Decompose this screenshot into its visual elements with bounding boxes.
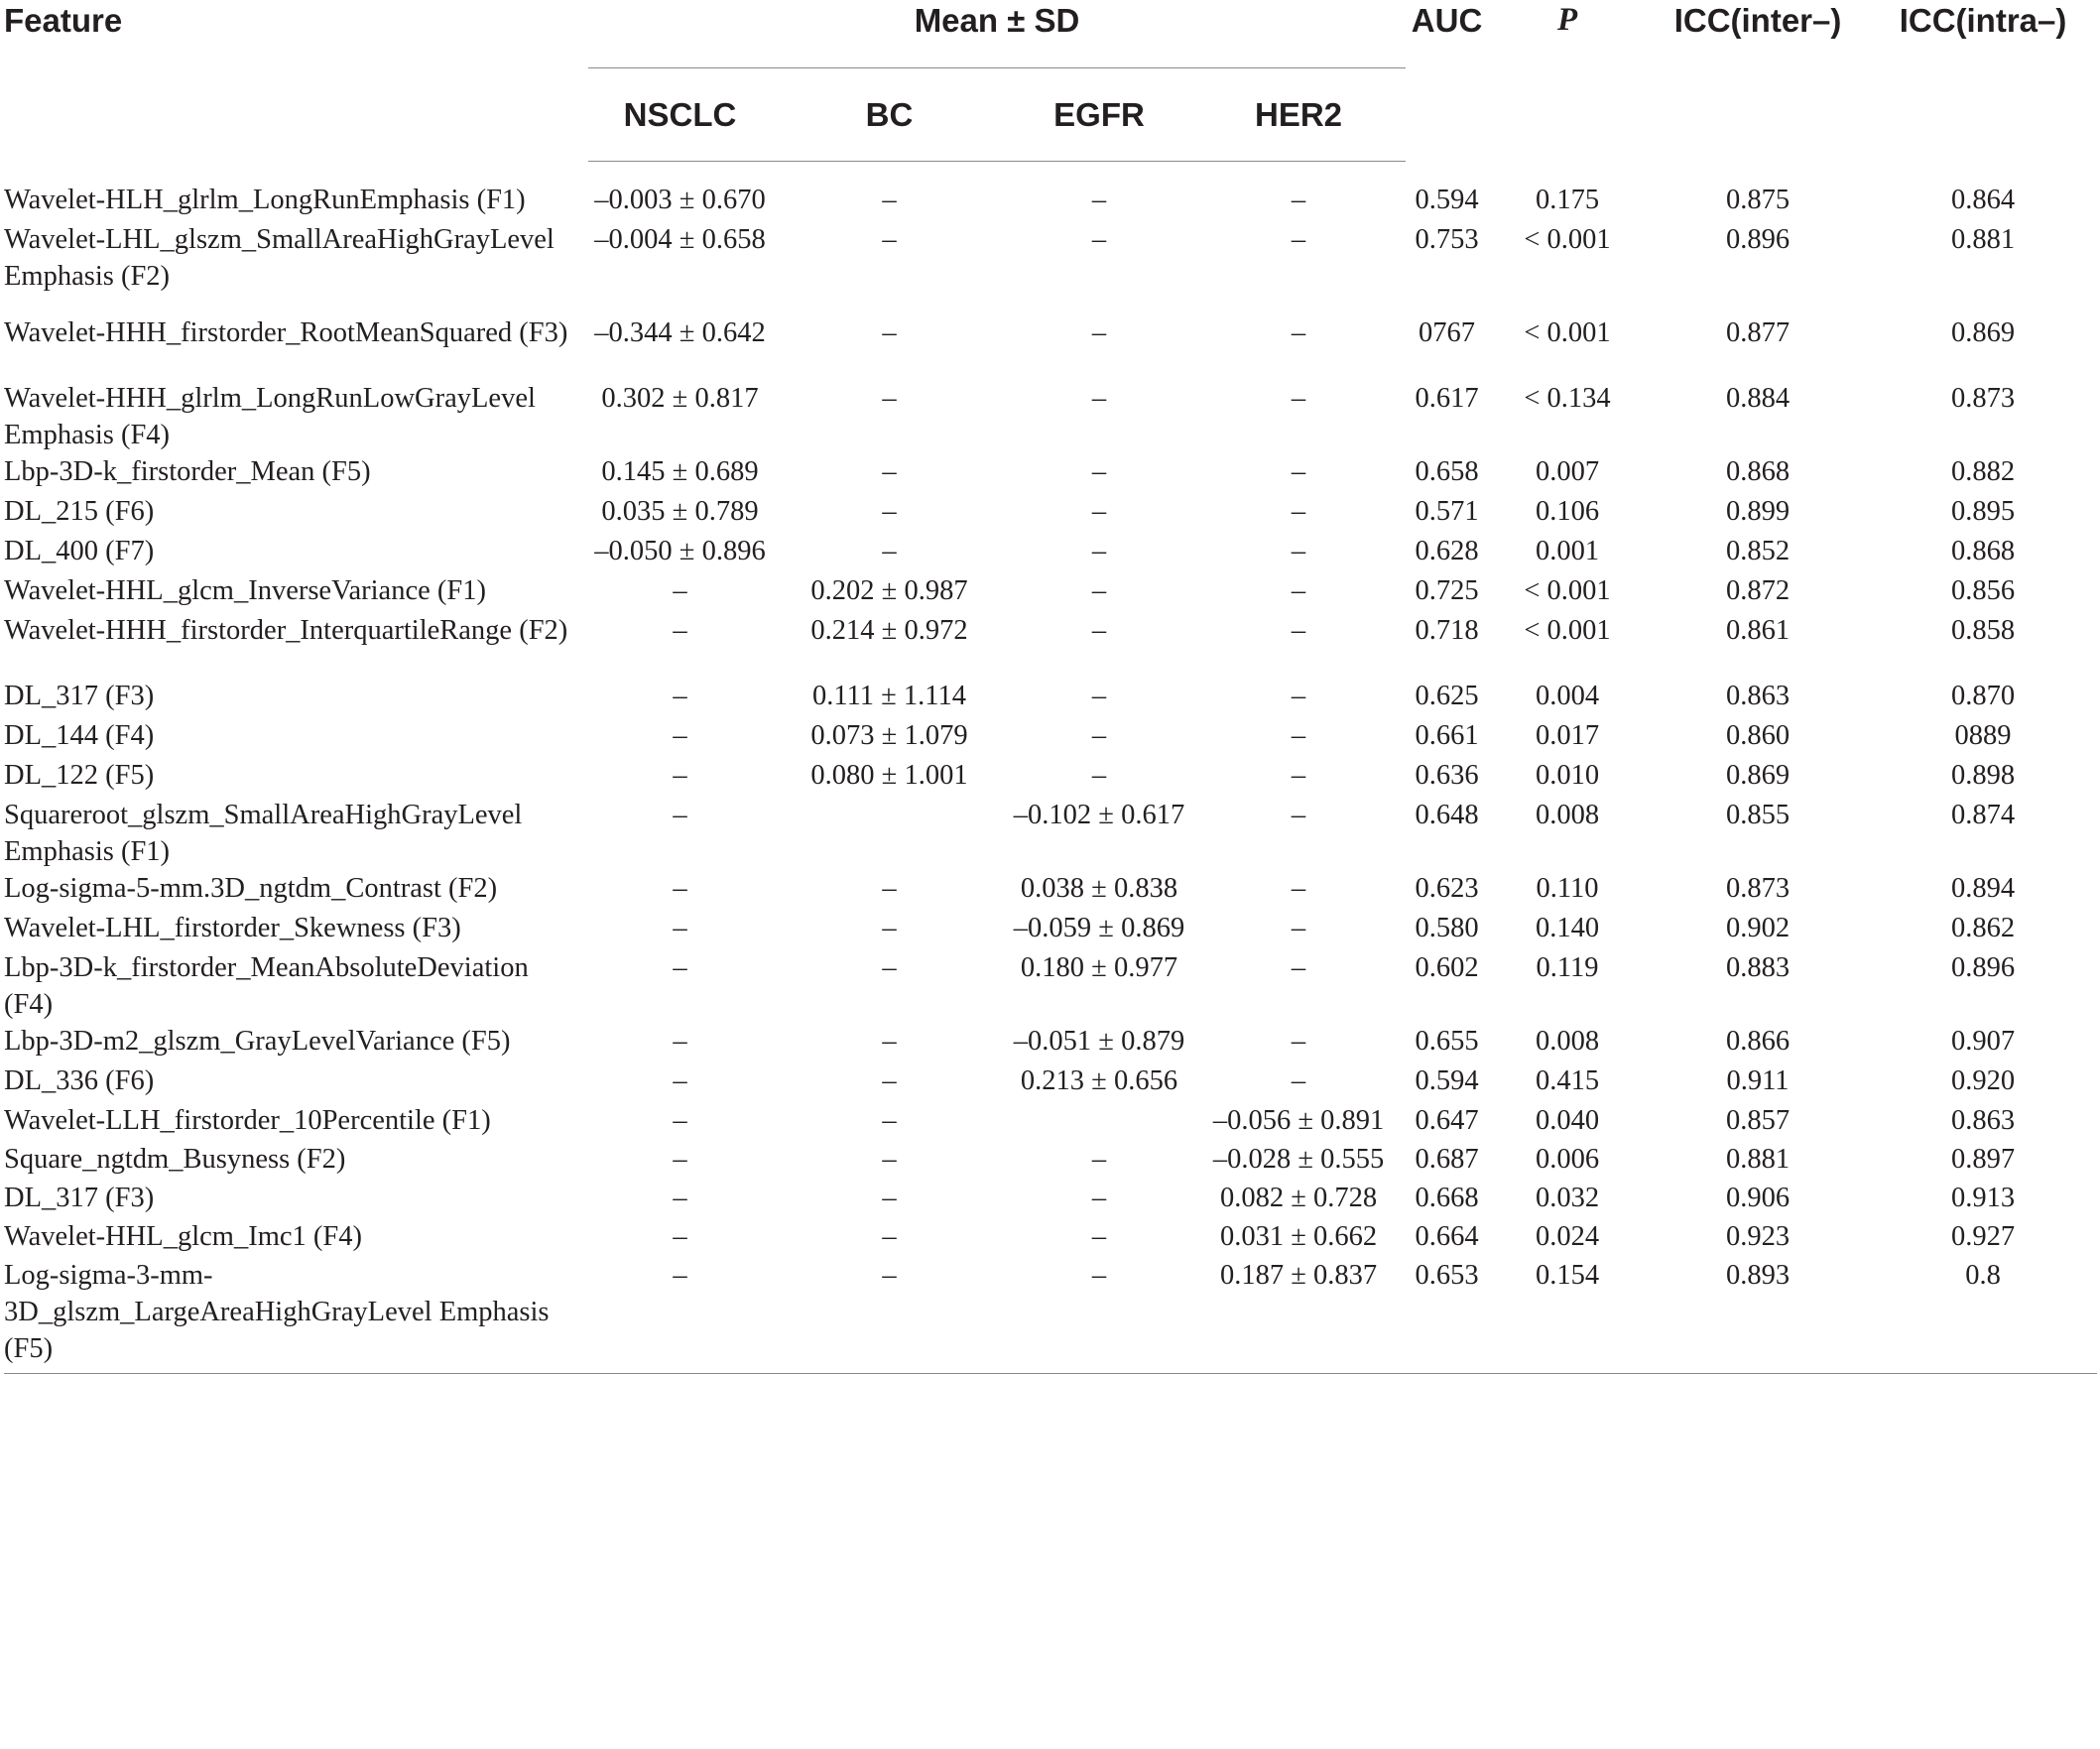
nsclc-cell: 0.302 ± 0.817 [601, 383, 759, 414]
bc-cell: – [882, 1026, 897, 1057]
bc-header: BC [772, 68, 1007, 162]
table-row [4, 493, 2097, 533]
bc-cell: – [882, 1065, 897, 1096]
table-row [4, 533, 2097, 572]
icc-inter-cell: 0.881 [1725, 1144, 1791, 1175]
p-value-cell: 0.040 [1535, 1105, 1600, 1136]
feature-cell: DL_317 (F3) [4, 1183, 155, 1213]
feature-cell: Wavelet-LHL_glszm_SmallAreaHighGrayLevel Emphasis (F2) [4, 224, 555, 292]
icc-intra-cell: 0.8 [1965, 1260, 2001, 1291]
nsclc-cell: – [673, 1183, 687, 1213]
icc-intra-cell: 0.897 [1950, 1144, 2016, 1175]
feature-cell: Wavelet-HHH_firstorder_InterquartileRange (F2) [4, 615, 568, 646]
table-row [4, 1141, 2097, 1180]
icc-intra-cell: 0.907 [1950, 1026, 2016, 1057]
auc-cell: 0.571 [1415, 496, 1479, 527]
nsclc-cell: – [673, 1260, 687, 1291]
auc-cell: 0.623 [1415, 873, 1479, 904]
icc-intra-cell: 0.874 [1950, 800, 2016, 830]
her2-cell: – [1291, 800, 1306, 830]
bottom-rule [4, 1373, 2097, 1374]
feature-cell: Lbp-3D-k_firstorder_Mean (F5) [4, 456, 371, 487]
bc-cell: – [882, 1183, 897, 1213]
her2-cell: 0.187 ± 0.837 [1219, 1260, 1378, 1291]
bc-cell: – [882, 536, 897, 566]
icc-inter-cell: 0.855 [1725, 800, 1791, 830]
egfr-cell: – [1091, 681, 1107, 711]
p-value-cell: 0.119 [1536, 952, 1599, 983]
icc-intra-cell: 0.869 [1950, 317, 2016, 348]
auc-cell: 0.725 [1415, 575, 1479, 606]
bc-cell: – [882, 1221, 897, 1252]
icc-intra-cell: 0.894 [1950, 873, 2016, 904]
icc-inter-cell: 0.884 [1725, 383, 1791, 414]
icc-inter-cell: 0.877 [1725, 317, 1791, 348]
p-value-cell: < 0.134 [1524, 383, 1611, 414]
p-value-cell: 0.175 [1535, 185, 1600, 215]
table-row [4, 797, 2097, 870]
bc-cell: – [882, 1105, 897, 1136]
icc-inter-cell: 0.860 [1725, 720, 1791, 751]
icc-inter-cell: 0.861 [1725, 615, 1791, 646]
egfr-cell: 0.038 ± 0.838 [1020, 873, 1178, 904]
her2-cell: – [1291, 873, 1306, 904]
nsclc-cell: – [673, 1026, 687, 1057]
table-row [4, 717, 2097, 757]
table-row [4, 1102, 2097, 1141]
her2-cell: – [1291, 913, 1306, 943]
p-value-cell: < 0.001 [1524, 317, 1611, 348]
egfr-cell: – [1091, 317, 1107, 348]
auc-cell: 0.617 [1415, 383, 1479, 414]
table-row [4, 1257, 2097, 1367]
nsclc-cell: – [673, 615, 687, 646]
table-body [4, 182, 2097, 1367]
bc-cell: 0.202 ± 0.987 [810, 575, 968, 606]
p-value-cell: 0.032 [1535, 1183, 1600, 1213]
her2-cell: –0.056 ± 0.891 [1212, 1105, 1385, 1136]
icc-intra-cell: 0.927 [1950, 1221, 2016, 1252]
bc-cell: – [882, 224, 897, 255]
egfr-cell: –0.051 ± 0.879 [1013, 1026, 1185, 1057]
auc-cell: 0.718 [1415, 615, 1479, 646]
feature-cell: Wavelet-LLH_firstorder_10Percentile (F1) [4, 1105, 491, 1136]
bc-cell: – [882, 456, 897, 487]
nsclc-cell: – [673, 681, 687, 711]
her2-cell: – [1291, 185, 1306, 215]
her2-cell: – [1291, 224, 1306, 255]
bc-cell: – [882, 496, 897, 527]
p-value-cell: 0.154 [1535, 1260, 1600, 1291]
egfr-cell: – [1091, 1183, 1107, 1213]
egfr-cell: – [1091, 383, 1107, 414]
icc-intra-cell: 0.868 [1950, 536, 2016, 566]
feature-cell: Wavelet-HHL_glcm_Imc1 (F4) [4, 1221, 362, 1252]
her2-cell: – [1291, 952, 1306, 983]
table-row [4, 453, 2097, 493]
bc-cell: – [882, 952, 897, 983]
her2-cell: – [1291, 536, 1306, 566]
table-row [4, 870, 2097, 910]
bc-cell: – [882, 185, 897, 215]
auc-cell: 0.648 [1415, 800, 1479, 830]
table-row [4, 1218, 2097, 1257]
icc-inter-cell: 0.873 [1725, 873, 1791, 904]
auc-cell: 0.653 [1415, 1260, 1479, 1291]
her2-cell: – [1291, 496, 1306, 527]
auc-cell: 0.594 [1415, 185, 1479, 215]
p-value-cell: 0.140 [1535, 913, 1600, 943]
auc-cell: 0.668 [1415, 1183, 1479, 1213]
bc-cell: 0.111 ± 1.114 [812, 681, 966, 711]
feature-cell: Lbp-3D-m2_glszm_GrayLevelVariance (F5) [4, 1026, 511, 1057]
egfr-cell: –0.059 ± 0.869 [1013, 913, 1185, 943]
p-value-cell: 0.008 [1535, 800, 1600, 830]
p-value-cell: 0.001 [1535, 536, 1600, 566]
p-value-cell: < 0.001 [1524, 224, 1611, 255]
auc-cell: 0.687 [1415, 1144, 1479, 1175]
p-value-cell: 0.010 [1535, 760, 1600, 791]
icc-intra-cell: 0.896 [1950, 952, 2016, 983]
nsclc-cell: – [673, 1221, 687, 1252]
egfr-cell: – [1091, 1144, 1107, 1175]
bc-cell: – [882, 383, 897, 414]
p-value-cell: 0.024 [1535, 1221, 1600, 1252]
nsclc-cell: –0.050 ± 0.896 [594, 536, 766, 566]
egfr-cell: – [1091, 496, 1107, 527]
table-row [4, 612, 2097, 678]
nsclc-cell: – [673, 913, 687, 943]
auc-cell: 0.647 [1415, 1105, 1479, 1136]
feature-cell: Log-sigma-3-mm-3D_glszm_LargeAreaHighGrayLevel Emphasis (F5) [4, 1260, 550, 1364]
feature-cell: Wavelet-HHL_glcm_InverseVariance (F1) [4, 575, 486, 606]
bc-cell: – [882, 1144, 897, 1175]
p-value-cell: 0.008 [1535, 1026, 1600, 1057]
bc-cell: – [882, 913, 897, 943]
icc-inter-cell: 0.896 [1725, 224, 1791, 255]
icc-inter-cell: 0.899 [1725, 496, 1791, 527]
egfr-cell: 0.180 ± 0.977 [1020, 952, 1178, 983]
icc-inter-cell: 0.857 [1725, 1105, 1791, 1136]
bc-cell: 0.080 ± 1.001 [810, 760, 968, 791]
nsclc-cell: – [673, 1144, 687, 1175]
table-row [4, 678, 2097, 717]
icc-inter-cell: 0.883 [1725, 952, 1791, 983]
icc-intra-cell: 0.864 [1950, 185, 2016, 215]
egfr-cell: – [1091, 1260, 1107, 1291]
p-value-cell: 0.110 [1536, 873, 1599, 904]
bc-cell: 0.214 ± 0.972 [810, 615, 968, 646]
icc-intra-cell: 0.856 [1950, 575, 2016, 606]
icc-inter-cell: 0.872 [1725, 575, 1791, 606]
auc-cell: 0.625 [1415, 681, 1479, 711]
icc-intra-cell: 0.920 [1950, 1065, 2016, 1096]
mean-sd-header: Mean ± SD [914, 2, 1080, 39]
nsclc-cell: – [673, 873, 687, 904]
icc-intra-cell: 0.913 [1950, 1183, 2016, 1213]
p-value-cell: 0.017 [1535, 720, 1600, 751]
table-row [4, 221, 2097, 314]
table-row [4, 757, 2097, 797]
icc-inter-cell: 0.852 [1725, 536, 1791, 566]
egfr-cell: – [1091, 575, 1107, 606]
feature-header: Feature [4, 2, 123, 39]
icc-intra-cell: 0889 [1954, 720, 2012, 751]
icc-inter-cell: 0.866 [1725, 1026, 1791, 1057]
auc-cell: 0.602 [1415, 952, 1479, 983]
auc-cell: 0.753 [1415, 224, 1479, 255]
auc-cell: 0.594 [1415, 1065, 1479, 1096]
table-row [4, 182, 2097, 221]
icc-intra-cell: 0.862 [1950, 913, 2016, 943]
egfr-cell: – [1091, 720, 1107, 751]
nsclc-cell: 0.035 ± 0.789 [601, 496, 759, 527]
nsclc-cell: – [673, 760, 687, 791]
icc-inter-cell: 0.893 [1725, 1260, 1791, 1291]
egfr-cell: – [1091, 536, 1107, 566]
auc-cell: 0.580 [1415, 913, 1479, 943]
her2-cell: 0.031 ± 0.662 [1219, 1221, 1378, 1252]
egfr-cell: – [1091, 615, 1107, 646]
table-row [4, 1180, 2097, 1218]
icc-inter-cell: 0.906 [1725, 1183, 1791, 1213]
icc-intra-cell: 0.898 [1950, 760, 2016, 791]
feature-table [4, 0, 2097, 1367]
icc-inter-cell: 0.869 [1725, 760, 1791, 791]
nsclc-cell: – [673, 1105, 687, 1136]
her2-cell: – [1291, 1026, 1306, 1057]
feature-cell: DL_215 (F6) [4, 496, 155, 527]
p-value-cell: 0.007 [1535, 456, 1600, 487]
icc-inter-cell: 0.863 [1725, 681, 1791, 711]
nsclc-cell: –0.003 ± 0.670 [594, 185, 766, 215]
auc-cell: 0.636 [1415, 760, 1479, 791]
feature-cell: Squareroot_glszm_SmallAreaHighGrayLevel Emphasis (F1) [4, 800, 523, 867]
p-value-cell: 0.004 [1535, 681, 1600, 711]
icc-intra-header: ICC(intra–) [1899, 2, 2067, 39]
auc-cell: 0767 [1419, 317, 1476, 348]
feature-cell: DL_122 (F5) [4, 760, 155, 791]
nsclc-cell: – [673, 800, 687, 830]
egfr-cell: – [1091, 760, 1107, 791]
feature-cell: DL_144 (F4) [4, 720, 155, 751]
table-row [4, 1062, 2097, 1102]
her2-cell: – [1291, 720, 1306, 751]
auc-cell: 0.661 [1415, 720, 1479, 751]
p-value-cell: 0.415 [1535, 1065, 1600, 1096]
auc-header: AUC [1411, 2, 1483, 39]
her2-header: HER2 [1191, 68, 1406, 162]
egfr-cell: – [1091, 456, 1107, 487]
egfr-cell: – [1091, 1221, 1107, 1252]
icc-inter-cell: 0.911 [1726, 1065, 1790, 1096]
bc-cell: – [882, 1260, 897, 1291]
icc-intra-cell: 0.863 [1950, 1105, 2016, 1136]
icc-intra-cell: 0.882 [1950, 456, 2016, 487]
egfr-cell [1007, 1102, 1191, 1141]
auc-cell: 0.664 [1415, 1221, 1479, 1252]
her2-cell: 0.082 ± 0.728 [1219, 1183, 1378, 1213]
her2-cell: – [1291, 615, 1306, 646]
icc-inter-cell: 0.923 [1725, 1221, 1791, 1252]
her2-cell: – [1291, 317, 1306, 348]
table-header [4, 0, 2097, 182]
her2-cell: – [1291, 575, 1306, 606]
table-row [4, 572, 2097, 612]
feature-cell: Square_ngtdm_Busyness (F2) [4, 1144, 346, 1175]
auc-cell: 0.628 [1415, 536, 1479, 566]
nsclc-cell: – [673, 1065, 687, 1096]
egfr-cell: 0.213 ± 0.656 [1020, 1065, 1178, 1096]
auc-cell: 0.655 [1415, 1026, 1479, 1057]
table-row [4, 380, 2097, 453]
egfr-cell: – [1091, 224, 1107, 255]
p-value-cell: < 0.001 [1524, 575, 1611, 606]
her2-cell: – [1291, 760, 1306, 791]
feature-cell: DL_317 (F3) [4, 681, 155, 711]
nsclc-cell: – [673, 575, 687, 606]
icc-inter-cell: 0.868 [1725, 456, 1791, 487]
nsclc-header: NSCLC [588, 68, 772, 162]
icc-intra-cell: 0.881 [1950, 224, 2016, 255]
feature-cell: Wavelet-LHL_firstorder_Skewness (F3) [4, 913, 461, 943]
icc-intra-cell: 0.870 [1950, 681, 2016, 711]
icc-intra-cell: 0.873 [1950, 383, 2016, 414]
table-row [4, 910, 2097, 949]
egfr-cell: –0.102 ± 0.617 [1013, 800, 1185, 830]
her2-cell: – [1291, 681, 1306, 711]
egfr-header: EGFR [1007, 68, 1191, 162]
feature-cell: Wavelet-HHH_firstorder_RootMeanSquared (F3) [4, 317, 568, 348]
bc-cell: – [882, 317, 897, 348]
icc-inter-cell: 0.902 [1725, 913, 1791, 943]
nsclc-cell: – [673, 720, 687, 751]
icc-inter-header: ICC(inter–) [1673, 2, 1842, 39]
p-value-cell: 0.006 [1535, 1144, 1600, 1175]
her2-cell: – [1291, 1065, 1306, 1096]
bc-cell [772, 797, 1007, 870]
feature-cell: Wavelet-HLH_glrlm_LongRunEmphasis (F1) [4, 185, 526, 215]
table-row [4, 1023, 2097, 1062]
p-header: P [1556, 2, 1578, 38]
her2-cell: – [1291, 383, 1306, 414]
feature-cell: Wavelet-HHH_glrlm_LongRunLowGrayLevel Emphasis (F4) [4, 383, 536, 450]
egfr-cell: – [1091, 185, 1107, 215]
bc-cell: – [882, 873, 897, 904]
nsclc-cell: –0.004 ± 0.658 [594, 224, 766, 255]
icc-intra-cell: 0.895 [1950, 496, 2016, 527]
feature-cell: DL_336 (F6) [4, 1065, 155, 1096]
nsclc-cell: – [673, 952, 687, 983]
her2-cell: –0.028 ± 0.555 [1212, 1144, 1385, 1175]
header-spacer [4, 162, 2097, 183]
icc-inter-cell: 0.875 [1725, 185, 1791, 215]
nsclc-cell: –0.344 ± 0.642 [594, 317, 766, 348]
nsclc-cell: 0.145 ± 0.689 [601, 456, 759, 487]
feature-cell: DL_400 (F7) [4, 536, 155, 566]
table-row [4, 949, 2097, 1023]
her2-cell: – [1291, 456, 1306, 487]
bc-cell: 0.073 ± 1.079 [810, 720, 968, 751]
p-value-cell: < 0.001 [1524, 615, 1611, 646]
feature-cell: Lbp-3D-k_firstorder_MeanAbsoluteDeviation (F4) [4, 952, 529, 1020]
feature-cell: Log-sigma-5-mm.3D_ngtdm_Contrast (F2) [4, 873, 498, 904]
p-value-cell: 0.106 [1535, 496, 1600, 527]
table-row [4, 314, 2097, 380]
icc-intra-cell: 0.858 [1950, 615, 2016, 646]
auc-cell: 0.658 [1415, 456, 1479, 487]
